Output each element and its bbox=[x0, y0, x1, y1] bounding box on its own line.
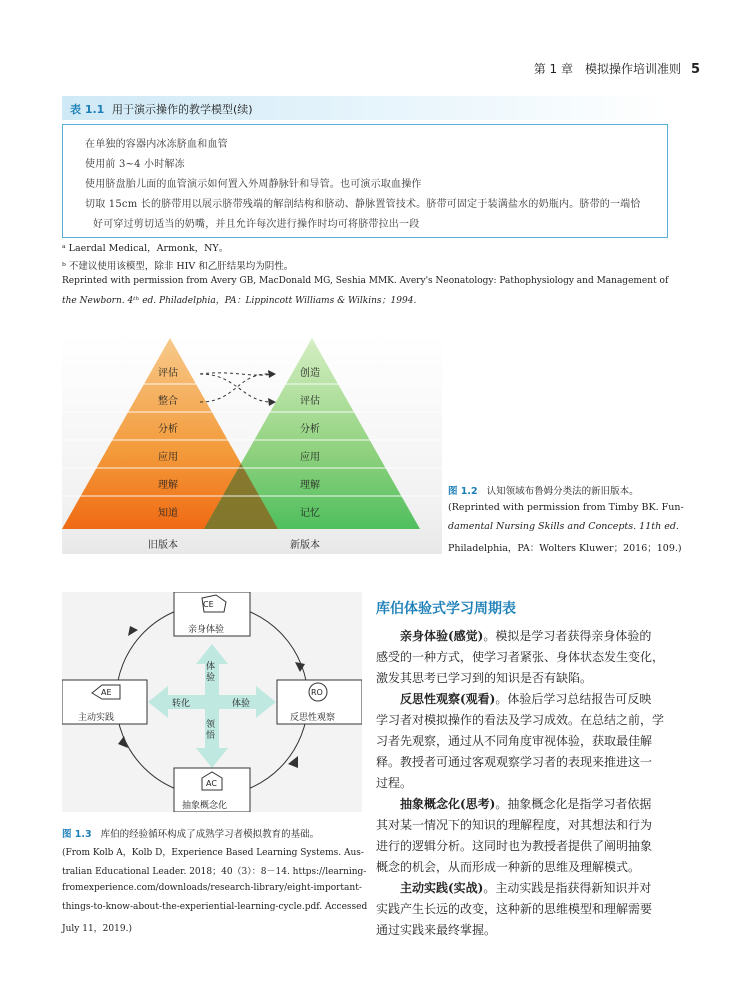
ae-abbr: AE bbox=[101, 688, 112, 697]
caption-line: July 11，2019.) bbox=[62, 924, 132, 934]
arrow-label-left: 转化 bbox=[172, 699, 191, 709]
paragraph: 亲身体验(感觉)。模拟是学习者获得亲身体验的 感受的一种方式，使学习者紧张、身体状态发生变化， 激发其思考已学习到的知识是否有缺陷。 bbox=[376, 629, 665, 685]
paragraph: 主动实践(实战)。主动实践是指获得新知识并对 实践产生长远的改变，这种新的思维模型和理解需要 通过实践来最终掌握。 bbox=[376, 881, 653, 937]
table-title-bar bbox=[62, 96, 668, 120]
arrow-label-right: 体验 bbox=[232, 699, 251, 709]
paragraph: 反思性观察(观看)。体验后学习总结报告可反映 学习者对模拟操作的看法及学习成效。在总结之前，学 习者先观察，通过从不同角度审视体验，获取最佳解 释。教授者可通过客观观察学习者的表现来推进这一 过程。 bbox=[376, 692, 665, 790]
reference-line: the Newborn. 4ᵗʰ ed. Philadelphia，PA：Lippincott Williams & Wilkins；1994. bbox=[62, 296, 417, 306]
chapter-title: 第 1 章 模拟操作培训准则 bbox=[533, 62, 681, 76]
footnote-a: ᵃ Laerdal Medical，Armonk，NY。 bbox=[62, 243, 229, 254]
caption-line: 库伯的经验循环构成了成熟学习者模拟教育的基础。 bbox=[100, 829, 320, 840]
arrow-label-down: 领悟 bbox=[206, 720, 216, 741]
table-box bbox=[62, 124, 668, 238]
figure-caption bbox=[448, 483, 639, 497]
table-row: 切取 15cm 长的脐带用以展示脐带残端的解剖结构和脐动、静脉置管技术。脐带可固定于装满盐水的奶瓶内。脐带的一端恰 bbox=[85, 199, 641, 210]
new-level-label: 评估 bbox=[300, 396, 320, 407]
footnote-b: ᵇ 不建议使用该模型，除非 HIV 和乙肝结果均为阴性。 bbox=[62, 261, 294, 272]
old-level-label: 分析 bbox=[158, 424, 178, 435]
old-version-label: 旧版本 bbox=[148, 540, 178, 551]
page-number: 5 bbox=[690, 62, 700, 77]
bloom-taxonomy-figure bbox=[62, 334, 442, 554]
table-number: 表 1.1 bbox=[70, 103, 105, 116]
ae-label: 主动实践 bbox=[78, 713, 115, 723]
paragraph: 抽象概念化(思考)。抽象概念化是指学习者依据 其对某一情况下的知识的理解程度，对其想法和行为 进行的逻辑分析。这同时也为教授者提供了阐明抽象 概念的机会，从而形成一种新的思维及理解模式。 bbox=[376, 797, 653, 874]
old-level-label: 知道 bbox=[158, 508, 178, 519]
old-level-label: 整合 bbox=[158, 396, 178, 407]
caption-line: fromexperience.com/downloads/research-library/eight-important- bbox=[62, 883, 362, 893]
figure-number: 图 1.3 bbox=[62, 829, 92, 840]
new-level-label: 创造 bbox=[300, 368, 320, 379]
reference-line: Reprinted with permission from Avery GB, MacDonald MG, Seshia MMK. Avery's Neonatology: Pathophysiology and Management of bbox=[62, 276, 669, 286]
caption-line: (From Kolb A，Kolb D，Experience Based Learning Systems. Aus- bbox=[62, 848, 364, 858]
caption-line: tralian Educational Leader. 2018；40（3）：8－14. https://learning- bbox=[62, 867, 367, 877]
table-row: 使用前 3~4 小时解冻 bbox=[85, 159, 185, 170]
dashed-arrow bbox=[200, 374, 272, 402]
paragraph-lead: 抽象概念化(思考) bbox=[400, 797, 496, 811]
caption-line: things-to-know-about-the-experiential-learning-cycle.pdf. Accessed bbox=[62, 902, 368, 912]
old-level-label: 理解 bbox=[158, 480, 178, 491]
arrow-label-up: 体验 bbox=[206, 662, 216, 683]
table-row: 好可穿过剪切适当的奶嘴，并且允许每次进行操作时均可将脐带拉出一段 bbox=[93, 219, 420, 230]
ro-label: 反思性观察 bbox=[290, 713, 336, 723]
figure-caption bbox=[62, 826, 319, 840]
old-level-label: 应用 bbox=[158, 452, 178, 463]
dashed-arrow bbox=[200, 374, 272, 402]
figure-number: 图 1.2 bbox=[448, 486, 478, 497]
ac-label: 抽象概念化 bbox=[182, 801, 228, 811]
new-level-label: 理解 bbox=[300, 480, 320, 491]
ac-abbr: AC bbox=[206, 779, 217, 788]
table-row: 使用脐盘胎儿面的血管演示如何置入外周静脉针和导管。也可演示取血操作 bbox=[85, 179, 422, 190]
caption-line: (Reprinted with permission from Timby BK. Fun- bbox=[448, 502, 684, 513]
running-header bbox=[500, 60, 700, 77]
ce-label: 亲身体验 bbox=[188, 625, 225, 635]
new-version-label: 新版本 bbox=[290, 540, 320, 551]
new-level-label: 记忆 bbox=[300, 508, 320, 519]
pyramids-svg bbox=[62, 334, 442, 554]
caption-line: Philadelphia，PA：Wolters Kluwer；2016；109.) bbox=[448, 543, 682, 554]
paragraph-lead: 反思性观察(观看) bbox=[400, 692, 496, 706]
kolb-cycle-figure bbox=[62, 592, 362, 812]
new-level-label: 分析 bbox=[300, 424, 320, 435]
ce-abbr: CE bbox=[203, 600, 214, 609]
new-level-label: 应用 bbox=[300, 452, 320, 463]
table-row: 在单独的容器内冰冻脐血和血管 bbox=[85, 139, 228, 150]
caption-line: 认知领域布鲁姆分类法的新旧版本。 bbox=[486, 486, 639, 497]
table-title: 用于演示操作的教学模型(续) bbox=[112, 103, 253, 116]
paragraph-lead: 亲身体验(感觉) bbox=[400, 629, 484, 643]
caption-line: damental Nursing Skills and Concepts. 11th ed. bbox=[448, 521, 679, 532]
old-level-label: 评估 bbox=[158, 368, 178, 379]
paragraph-lead: 主动实践(实战) bbox=[400, 881, 484, 895]
section-heading: 库伯体验式学习周期表 bbox=[376, 601, 516, 617]
ro-abbr: RO bbox=[311, 688, 323, 697]
